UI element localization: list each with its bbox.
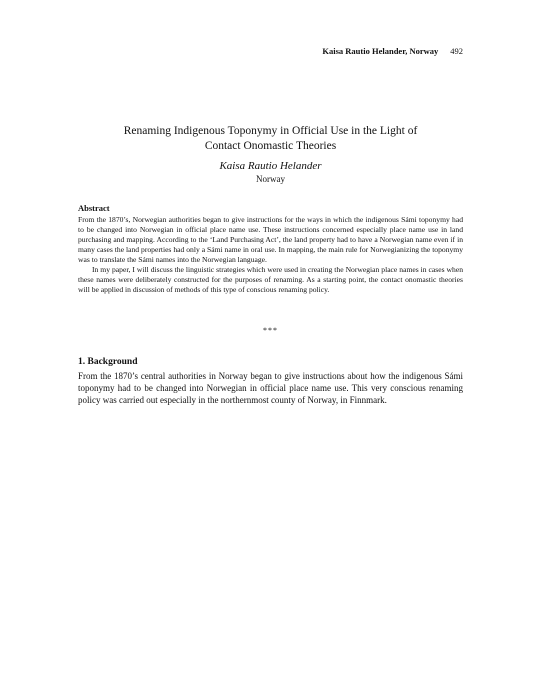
running-head-author: Kaisa Rautio Helander, Norway (322, 46, 439, 56)
section-heading-background: 1. Background (78, 357, 138, 367)
title-block (78, 124, 463, 185)
abstract-paragraph-1: From the 1870’s, Norwegian authorities began to give instructions for the ways in which the indigenous Sámi toponymy had to be changed into Norwegian in official place name use. These instructions concerned especially place name use in land purchasing and mapping. According to the ‘Land Purchasing Act’, the land property had to have a Norwegian name even if in many cases the land properties had only a Sámi name in oral use. In mapping, the main rule for Norwegianizing the toponymy was to translate the Sámi names into the Norwegian language. (78, 215, 463, 264)
paper-title-line-2: Contact Onomastic Theories (204, 140, 337, 152)
background-section (78, 356, 463, 406)
background-paragraph-1: From the 1870’s central authorities in Norway began to give instructions about how the indigenous Sámi toponymy had to be changed into Norwegian in official place name use. This very conscious renaming policy was carried out especially in the northernmost county of Norway, in Finnmark. (78, 371, 463, 405)
abstract-section (78, 203, 463, 295)
page-number: 492 (450, 46, 463, 56)
abstract-heading: Abstract (78, 203, 110, 213)
abstract-paragraph-2: In my paper, I will discuss the linguistic strategies which were used in creating the Norwegian place names in cases when these names were deliberately constructed for the purposes of renaming. As a starting point, the contact onomastic theories will be applied in discussion of methods of this type of conscious renaming policy. (78, 265, 463, 294)
author-affiliation: Norway (256, 174, 285, 184)
paper-title (78, 124, 463, 154)
paper-title-line-1: Renaming Indigenous Toponymy in Official Use in the Light of (123, 125, 418, 137)
section-separator: *** (263, 326, 278, 335)
author-name: Kaisa Rautio Helander (219, 160, 322, 172)
running-head (322, 46, 463, 56)
